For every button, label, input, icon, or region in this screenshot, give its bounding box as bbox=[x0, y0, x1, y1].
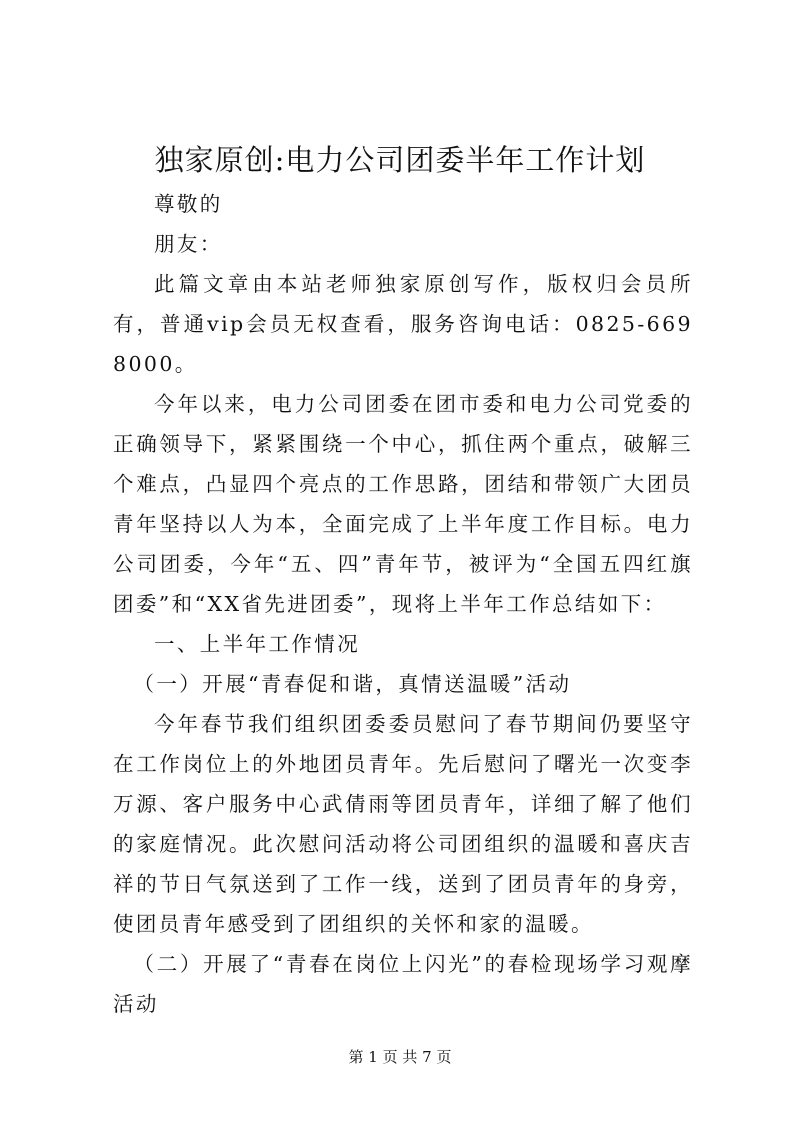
copyright-paragraph: 此篇文章由本站老师独家原创写作，版权归会员所有，普通vip会员无权查看，服务咨询电话：0825-6698000。 bbox=[113, 272, 693, 376]
document-title: 独家原创:电力公司团委半年工作计划 bbox=[154, 143, 646, 177]
subsection-heading-2: （二）开展了“青春在岗位上闪光”的春检现场学习观摩活动 bbox=[113, 952, 693, 1016]
greeting-line-2: 朋友： bbox=[154, 232, 223, 256]
intro-paragraph: 今年以来，电力公司团委在团市委和电力公司党委的正确领导下，紧紧围绕一个中心，抓住两个重点，破解三个难点，凸显四个亮点的工作思路，团结和带领广大团员青年坚持以人为本，全面完成了上半年度工作目标。电力公司团委，今年“五、四”青年节，被评为“全国五四红旗团委”和“XX省先进团委”，现将上半年工作总结如下： bbox=[113, 392, 693, 616]
page-footer: 第 1 页 共 7 页 bbox=[348, 1048, 452, 1066]
section-heading: 一、上半年工作情况 bbox=[154, 632, 361, 656]
document-body bbox=[113, 184, 693, 1024]
subsection-heading-1: （一）开展“青春促和谐，真情送温暖”活动 bbox=[133, 672, 572, 696]
greeting-line: 尊敬的 bbox=[154, 192, 223, 216]
body-paragraph: 今年春节我们组织团委委员慰问了春节期间仍要坚守在工作岗位上的外地团员青年。先后慰问了曙光一次变李万源、客户服务中心武倩雨等团员青年，详细了解了他们的家庭情况。此次慰问活动将公司团组织的温暖和喜庆吉祥的节日气氛送到了工作一线，送到了团员青年的身旁，使团员青年感受到了团组织的关怀和家的温暖。 bbox=[113, 712, 693, 936]
